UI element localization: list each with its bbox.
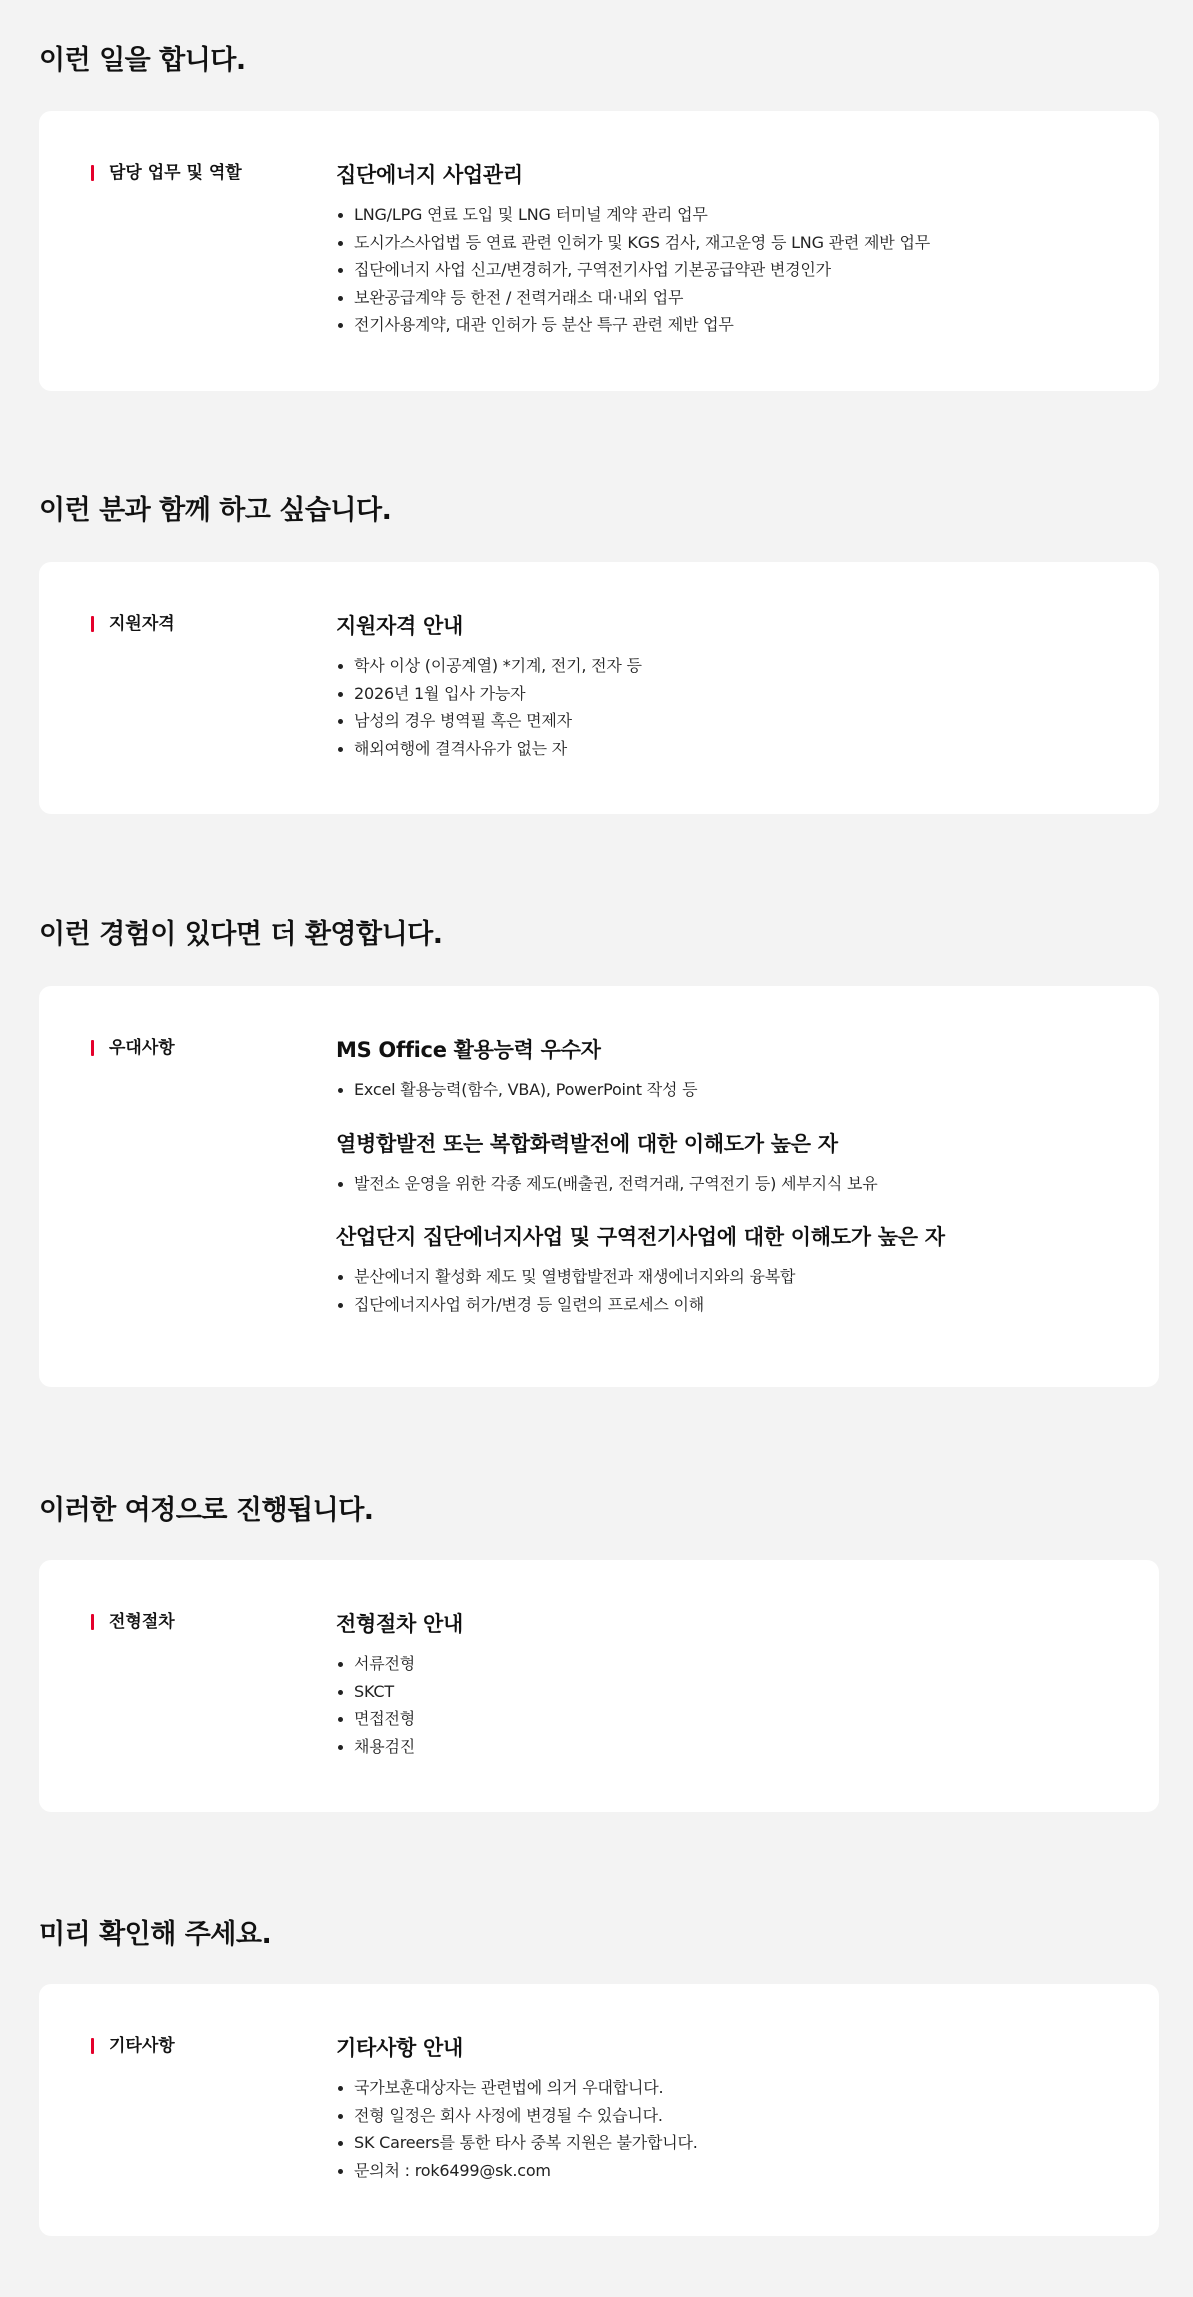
card-body <box>336 2034 1116 2184</box>
list-item: 보완공급계약 등 한전 / 전력거래소 대·내외 업무 <box>336 284 1116 312</box>
item-list <box>336 201 1116 339</box>
content-group <box>336 1223 1116 1318</box>
card-label <box>91 614 175 634</box>
section-title: 이런 일을 합니다. <box>39 45 246 76</box>
section-title: 이런 경험이 있다면 더 환영합니다. <box>39 919 443 950</box>
list-item: 2026년 1월 입사 가능자 <box>336 680 1116 708</box>
section-duties <box>39 44 1159 334</box>
list-item: 도시가스사업법 등 연료 관련 인허가 및 KGS 검사, 재고운영 등 LNG 관련 제반 업무 <box>336 229 1116 257</box>
list-item: 국가보훈대상자는 관련법에 의거 우대합니다. <box>336 2074 1116 2102</box>
section-qualifications <box>39 494 1159 758</box>
accent-bar <box>91 616 94 632</box>
list-item: 문의처 : rok6499@sk.com <box>336 2157 1116 2185</box>
card-label-text: 전형절차 <box>109 1612 175 1632</box>
section-process <box>39 1494 1159 1756</box>
list-item: 서류전형 <box>336 1650 1116 1678</box>
content-group <box>336 1036 1116 1104</box>
card-duties <box>39 111 1159 391</box>
item-list <box>336 1263 1116 1318</box>
list-item: SK Careers를 통한 타사 중복 지원은 불가합니다. <box>336 2129 1116 2157</box>
section-notes <box>39 1918 1159 2180</box>
item-list <box>336 1170 1116 1198</box>
list-item: 집단에너지사업 허가/변경 등 일련의 프로세스 이해 <box>336 1291 1116 1319</box>
card-label <box>91 1612 175 1632</box>
list-item: 분산에너지 활성화 제도 및 열병합발전과 재생에너지와의 융복합 <box>336 1263 1116 1291</box>
accent-bar <box>91 1040 94 1056</box>
list-item: 집단에너지 사업 신고/변경허가, 구역전기사업 기본공급약관 변경인가 <box>336 256 1116 284</box>
card-label-text: 기타사항 <box>109 2036 175 2056</box>
list-item: 학사 이상 (이공계열) *기계, 전기, 전자 등 <box>336 652 1116 680</box>
content-group <box>336 2034 1116 2184</box>
card-label <box>91 163 242 183</box>
card-body <box>336 1610 1116 1760</box>
accent-bar <box>91 2038 94 2054</box>
list-item: 전형 일정은 회사 사정에 변경될 수 있습니다. <box>336 2102 1116 2130</box>
list-item: 발전소 운영을 위한 각종 제도(배출권, 전력거래, 구역전기 등) 세부지식 보유 <box>336 1170 1116 1198</box>
card-label-text: 우대사항 <box>109 1038 175 1058</box>
group-title: 지원자격 안내 <box>336 614 463 638</box>
section-title: 이러한 여정으로 진행됩니다. <box>39 1495 374 1526</box>
section-title: 이런 분과 함께 하고 싶습니다. <box>39 495 392 526</box>
card-body <box>336 161 1116 339</box>
item-list <box>336 1076 1116 1104</box>
card-label <box>91 1038 175 1058</box>
card-label-text: 담당 업무 및 역할 <box>109 163 242 183</box>
list-item: Excel 활용능력(함수, VBA), PowerPoint 작성 등 <box>336 1076 1116 1104</box>
item-list <box>336 652 1116 762</box>
card-qualifications <box>39 562 1159 814</box>
card-process <box>39 1560 1159 1812</box>
group-title: 전형절차 안내 <box>336 1612 463 1636</box>
section-title: 미리 확인해 주세요. <box>39 1919 272 1950</box>
card-preferred <box>39 986 1159 1387</box>
content-group <box>336 1130 1116 1198</box>
card-notes <box>39 1984 1159 2236</box>
item-list <box>336 1650 1116 1760</box>
content-group <box>336 612 1116 762</box>
group-title: 집단에너지 사업관리 <box>336 163 523 187</box>
content-group <box>336 161 1116 339</box>
group-title: MS Office 활용능력 우수자 <box>336 1038 601 1062</box>
card-label-text: 지원자격 <box>109 614 175 634</box>
group-title: 기타사항 안내 <box>336 2036 463 2060</box>
section-preferred <box>39 918 1159 1314</box>
card-body <box>336 612 1116 762</box>
accent-bar <box>91 1614 94 1630</box>
list-item: 채용검진 <box>336 1733 1116 1761</box>
item-list <box>336 2074 1116 2184</box>
list-item: 면접전형 <box>336 1705 1116 1733</box>
group-title: 산업단지 집단에너지사업 및 구역전기사업에 대한 이해도가 높은 자 <box>336 1225 945 1249</box>
accent-bar <box>91 165 94 181</box>
list-item: LNG/LPG 연료 도입 및 LNG 터미널 계약 관리 업무 <box>336 201 1116 229</box>
list-item: 남성의 경우 병역필 혹은 면제자 <box>336 707 1116 735</box>
list-item: SKCT <box>336 1678 1116 1706</box>
list-item: 해외여행에 결격사유가 없는 자 <box>336 735 1116 763</box>
content-group <box>336 1610 1116 1760</box>
list-item: 전기사용계약, 대관 인허가 등 분산 특구 관련 제반 업무 <box>336 311 1116 339</box>
card-label <box>91 2036 175 2056</box>
card-body <box>336 1036 1116 1318</box>
group-title: 열병합발전 또는 복합화력발전에 대한 이해도가 높은 자 <box>336 1131 838 1156</box>
